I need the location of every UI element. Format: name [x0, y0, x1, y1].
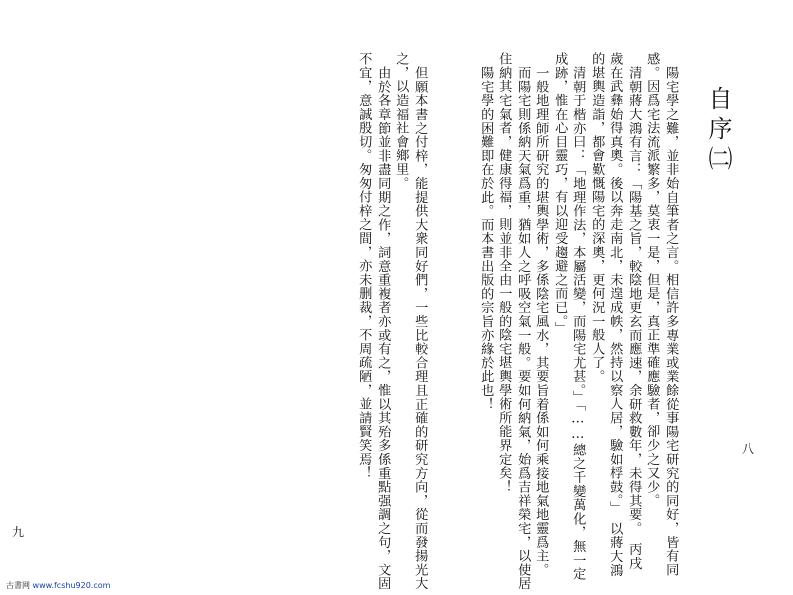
right-column-7: 成跡，惟在心目靈巧，有以迎受趨避之而已。」	[552, 52, 568, 336]
page-number-left: 九	[12, 525, 25, 539]
left-column-3: 由於各章節並非盡同期之作，詞意重複者亦或有之，惟以其殆多係重點强調之句，文固	[375, 66, 391, 591]
right-column-5: 的堪輿造詣，都會歎慨陽宅的深奧，更何況一般人了。	[589, 52, 605, 384]
right-column-4: 歲在武彝始得真奧。後以奔走南北，未遑成帙，然持以察人居，驗如桴鼓。」 以蔣大鴻	[607, 52, 623, 577]
footer-watermark	[6, 580, 110, 591]
left-column-1: 但願本書之付梓，能提供大衆同好們，一些比較合理且正確的研究方向，從而發揚光大	[412, 66, 428, 591]
right-column-2: 感。因爲宅法流派繁多，莫衷一是，但是，真正準確應驗者，卻少之又少。	[644, 52, 660, 508]
page-title: 自序㈡	[704, 86, 732, 176]
right-column-6: 清朝于楷亦曰：「地理作法，本屬活變，而陽宅尤甚。」「……總之千變萬化，無一定	[570, 66, 586, 581]
right-column-10: 住納其宅氣者，健康得福，則並非全由一般的陰宅堪輿學術所能界定矣！	[496, 52, 512, 494]
footer-label: 古書网	[6, 581, 30, 590]
left-column-4: 不宜，意誠殷切。匆匆付梓之間，亦未删裁，不周疏陋，並請賢笑焉！	[356, 52, 372, 480]
right-column-11: 陽宅學的困難即在於此。而本書出版的宗旨亦緣於此也！	[478, 66, 494, 411]
footer-site: www.fcshu920.com	[32, 581, 111, 590]
right-column-1: 陽宅學之難，並非始自筆者之言。相信許多專業或業餘從事陽宅研究的同好，皆有同	[663, 66, 679, 577]
left-column-2: 之，以造福社會鄉里。	[393, 52, 409, 190]
page-number-right: 八	[742, 442, 755, 456]
right-column-8: 一般地理師所研究的堪輿學術，多係陰宅風水，其要旨着係如何乘接地氣地靈爲主。	[533, 66, 549, 577]
right-column-3: 清朝蔣大鴻有言：「陽基之旨，較陰地更玄而應速，余研救數年，未得其要。 丙戌	[626, 66, 642, 570]
right-column-9: 而陽宅則係納天氣爲重，猶如人之呼吸空氣一般。要如何納氣，始爲吉祥榮宅，以使居	[515, 66, 531, 591]
